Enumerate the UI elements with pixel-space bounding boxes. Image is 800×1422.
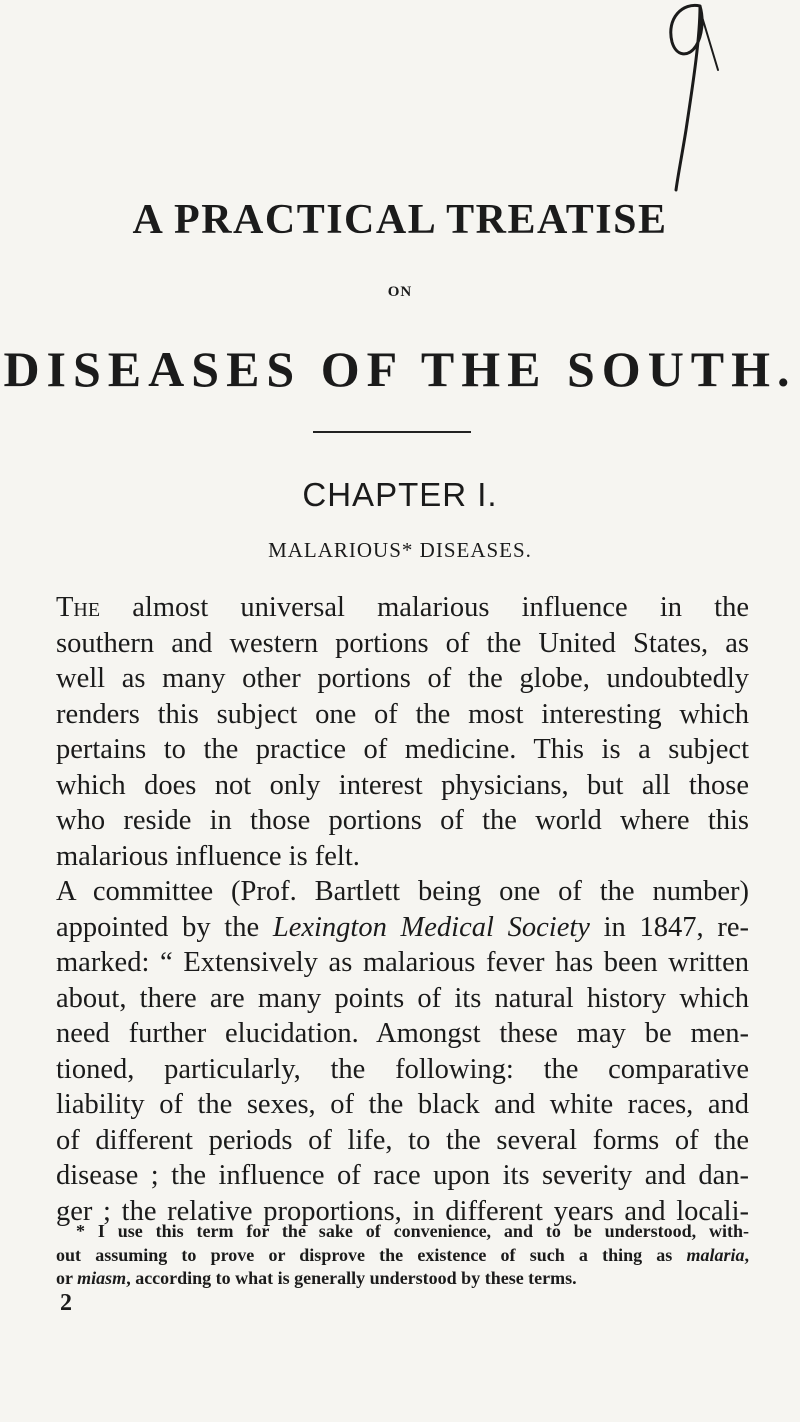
drop-word: The (56, 592, 101, 623)
title-line-1: A PRACTICAL TREATISE (132, 197, 668, 243)
body-line: well as many other portions of the globe, undoubtedly (56, 663, 749, 694)
page-number: 2 (60, 1290, 72, 1316)
chapter-subheading: MALARIOUS* DISEASES. (268, 538, 532, 562)
body-line: pertains to the practice of medicine. This is a subject (56, 734, 749, 765)
footnote-line: out assuming to prove or disprove the existence of such a thing as malaria, (56, 1244, 749, 1265)
body-line: southern and western portions of the United States, as (56, 627, 749, 659)
body-line: malarious influence is felt. (56, 840, 360, 872)
body-line: of different periods of life, to the several forms of the (56, 1124, 749, 1156)
title-on: ON (387, 284, 413, 300)
footnote-line: or miasm, according to what is generally understood by these terms. (56, 1268, 577, 1288)
body-line: A committee (Prof. Bartlett being one of the number) (56, 876, 749, 907)
body-line: The almost universal malarious influence in the (56, 592, 749, 623)
body-line: appointed by the Lexington Medical Society in 1847, re- (56, 911, 749, 943)
body-line: tioned, particularly, the following: the comparative (56, 1053, 749, 1085)
body-line: need further elucidation. Amongst these may be men- (56, 1018, 749, 1049)
body-line: who reside in those portions of the world where this (56, 805, 749, 836)
body-line: about, there are many points of its natural history which (56, 982, 749, 1014)
body-line: liability of the sexes, of the black and white races, and (56, 1089, 749, 1120)
body-text (56, 590, 749, 1229)
footnote-line: * I use this term for the sake of convenience, and to be understood, with- (76, 1221, 749, 1241)
society-name: Lexington Medical Society (272, 911, 590, 943)
body-line: disease ; the influence of race upon its severity and dan- (56, 1160, 749, 1191)
body-line: renders this subject one of the most interesting which (56, 698, 749, 730)
title-line-2: DISEASES OF THE SOUTH. (3, 341, 797, 397)
footnote (56, 1220, 749, 1291)
body-line: which does not only interest physicians, but all those (56, 769, 749, 801)
chapter-heading: CHAPTER I. (302, 476, 498, 513)
body-line: ger ; the relative proportions, in different years and locali- (56, 1195, 749, 1227)
handwritten-9-mark-icon (588, 0, 728, 200)
title-divider (313, 431, 471, 433)
body-line: marked: “ Extensively as malarious fever has been written (56, 947, 749, 978)
